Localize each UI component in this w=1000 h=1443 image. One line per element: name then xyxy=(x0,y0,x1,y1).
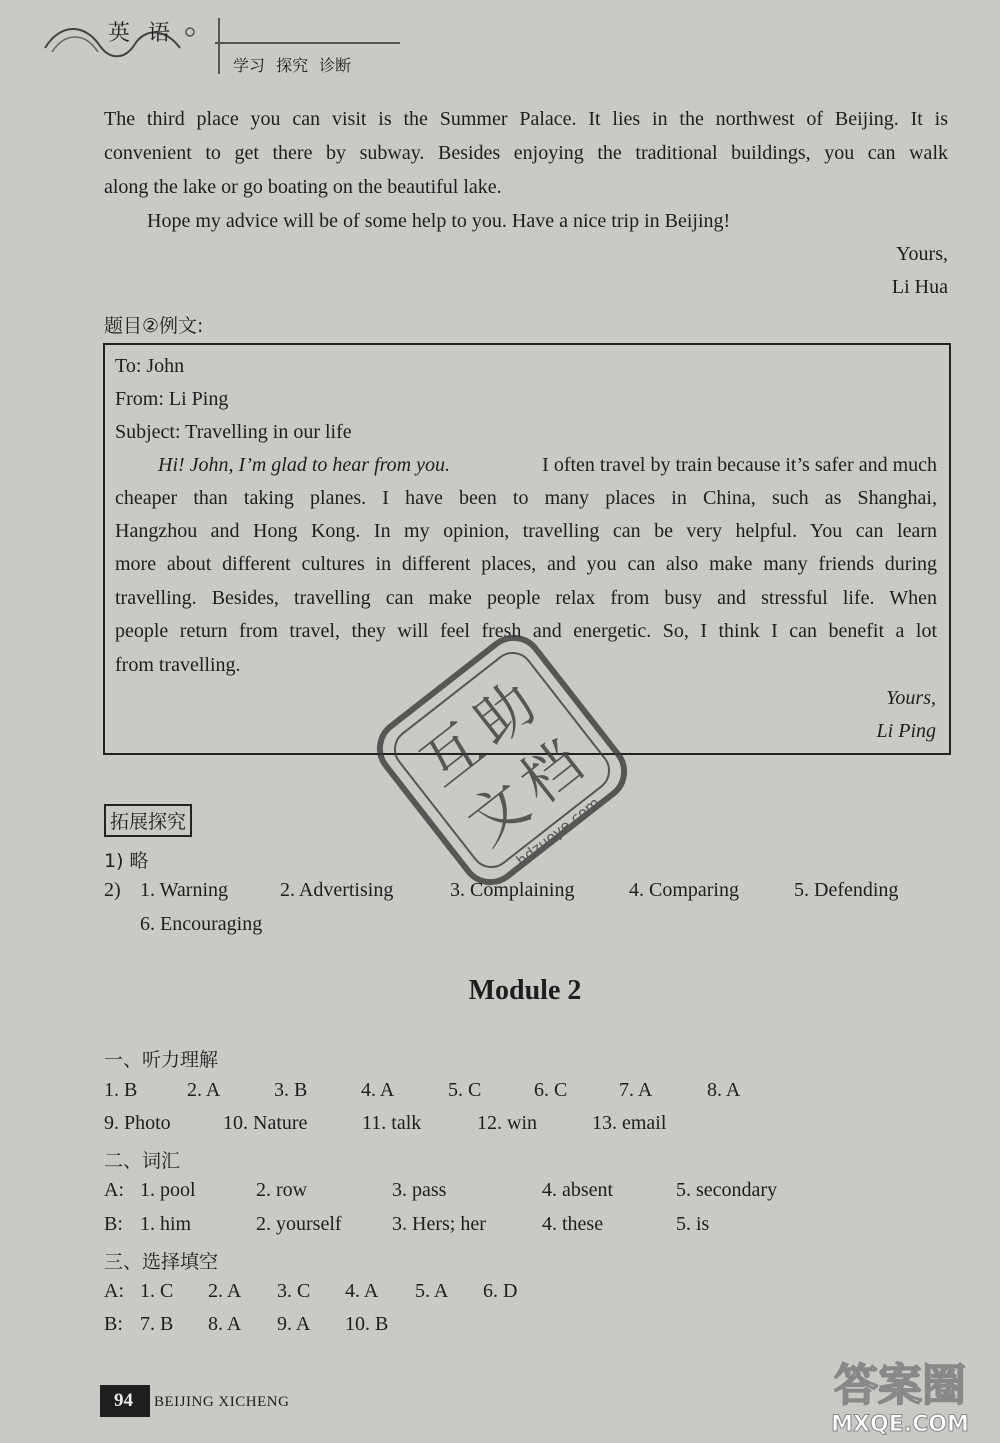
extension-heading: 拓展探究 xyxy=(104,804,192,837)
answer-2: 2. Advertising xyxy=(280,879,394,901)
listening-answer: 5. C xyxy=(448,1079,482,1101)
vocab-answer: 3. pass xyxy=(392,1179,447,1201)
email-to: To: John xyxy=(115,355,185,377)
listening-heading: 一、听力理解 xyxy=(104,1049,219,1071)
answer-3: 3. Complaining xyxy=(450,879,575,901)
choice-answer: 1. C xyxy=(140,1280,174,1302)
listening-answer: 2. A xyxy=(187,1079,221,1101)
listening-answer: 4. A xyxy=(361,1079,395,1101)
vocab-answer: 4. absent xyxy=(542,1179,614,1201)
email-line-4: more about different cultures in different places, and you can also make many friends during xyxy=(115,553,937,575)
watermark-url: MXQE.COM xyxy=(831,1412,969,1437)
email-line-1-rest: I often travel by train because it’s safer and much xyxy=(542,454,937,476)
choice-answer: 7. B xyxy=(140,1313,174,1335)
listening-answer: 7. A xyxy=(619,1079,653,1101)
page-number: 94 xyxy=(114,1390,133,1411)
vocab-heading: 二、词汇 xyxy=(104,1150,181,1172)
email-line-5: travelling. Besides, travelling can make people relax from busy and stressful life. When xyxy=(115,587,937,609)
email-signature: Li Ping xyxy=(876,720,936,742)
answer-4: 4. Comparing xyxy=(629,879,739,901)
header-rule xyxy=(215,42,400,44)
letter1-signature: Li Hua xyxy=(891,276,948,298)
vocab-answer: 5. is xyxy=(676,1213,710,1235)
stamp-char-3: 文 xyxy=(454,769,543,859)
choice-row-label: B: xyxy=(104,1313,123,1335)
module-title: Module 2 xyxy=(468,975,582,1006)
email-line-3: Hangzhou and Hong Kong. In my opinion, travelling can be very helpful. You can learn xyxy=(115,520,937,542)
vocab-answer: 3. Hers; her xyxy=(392,1213,486,1235)
listening-answer: 11. talk xyxy=(362,1112,422,1134)
email-line-7: from travelling. xyxy=(115,654,241,676)
watermark-text: 答案圈 xyxy=(834,1360,966,1411)
choice-answer: 3. C xyxy=(277,1280,311,1302)
vocab-answer: 5. secondary xyxy=(676,1179,778,1201)
vocab-answer: 1. him xyxy=(140,1213,192,1235)
header-divider xyxy=(218,18,220,74)
stamp-char-2: 助 xyxy=(461,668,549,758)
topic2-label: 题目②例文: xyxy=(104,315,204,337)
stamp-char-4: 档 xyxy=(507,727,595,818)
email-line-2: cheaper than taking planes. I have been to many places in China, such as Shanghai, xyxy=(115,487,937,509)
letter1-closing-line: Hope my advice will be of some help to you. Have a nice trip in Beijing! xyxy=(147,210,731,232)
choice-answer: 5. A xyxy=(415,1280,449,1302)
choice-answer: 6. D xyxy=(483,1280,518,1302)
choice-answer: 10. B xyxy=(345,1313,389,1335)
extension-item-2-prefix: 2) xyxy=(104,879,121,901)
watermark-logo xyxy=(805,1345,995,1440)
vocab-answer: 2. row xyxy=(256,1179,308,1201)
listening-answer: 9. Photo xyxy=(104,1112,171,1134)
letter1-line-1: The third place you can visit is the Summer Palace. It lies in the northwest of Beijing. It is xyxy=(104,108,948,130)
letter1-sign-off: Yours, xyxy=(896,243,948,265)
listening-answer: 3. B xyxy=(274,1079,308,1101)
choice-answer: 9. A xyxy=(277,1313,311,1335)
answer-6: 6. Encouraging xyxy=(140,913,263,935)
listening-answer: 6. C xyxy=(534,1079,568,1101)
email-from: From: Li Ping xyxy=(115,388,229,410)
footer-text: BEIJING XICHENG xyxy=(154,1394,290,1410)
vocab-row-label: A: xyxy=(104,1179,124,1201)
email-greeting: Hi! John, I’m glad to hear from you. xyxy=(158,454,450,476)
listening-answer: 1. B xyxy=(104,1079,138,1101)
listening-answer: 10. Nature xyxy=(223,1112,308,1134)
email-line-6: people return from travel, they will feel fresh and energetic. So, I think I can benefit a lot xyxy=(115,620,937,642)
subject-title: 英语 xyxy=(108,21,189,46)
choice-row-label: A: xyxy=(104,1280,124,1302)
listening-answer: 13. email xyxy=(592,1112,667,1134)
vocab-answer: 2. yourself xyxy=(256,1213,342,1235)
vocab-answer: 4. these xyxy=(542,1213,604,1235)
listening-answer: 8. A xyxy=(707,1079,741,1101)
stamp-char-1: 互 xyxy=(408,709,496,800)
listening-answer: 12. win xyxy=(477,1112,537,1134)
letter1-line-3: along the lake or go boating on the beautiful lake. xyxy=(104,176,502,198)
answer-1: 1. Warning xyxy=(140,879,229,901)
vocab-row-label: B: xyxy=(104,1213,123,1235)
choice-answer: 8. A xyxy=(208,1313,242,1335)
answer-5: 5. Defending xyxy=(794,879,899,901)
vocab-answer: 1. pool xyxy=(140,1179,196,1201)
stamp-url: hdzuoye.com xyxy=(512,793,604,870)
extension-item-1: 1) 略 xyxy=(104,850,149,872)
stamp-seal xyxy=(352,610,652,910)
header-tags: 学习 探究 诊断 xyxy=(233,56,352,75)
choice-heading: 三、选择填空 xyxy=(104,1251,219,1273)
letter1-line-2: convenient to get there by subway. Besides enjoying the traditional buildings, you can walk xyxy=(104,142,948,164)
email-subject: Subject: Travelling in our life xyxy=(115,421,352,443)
choice-answer: 2. A xyxy=(208,1280,242,1302)
email-sign-off: Yours, xyxy=(886,687,936,709)
choice-answer: 4. A xyxy=(345,1280,379,1302)
